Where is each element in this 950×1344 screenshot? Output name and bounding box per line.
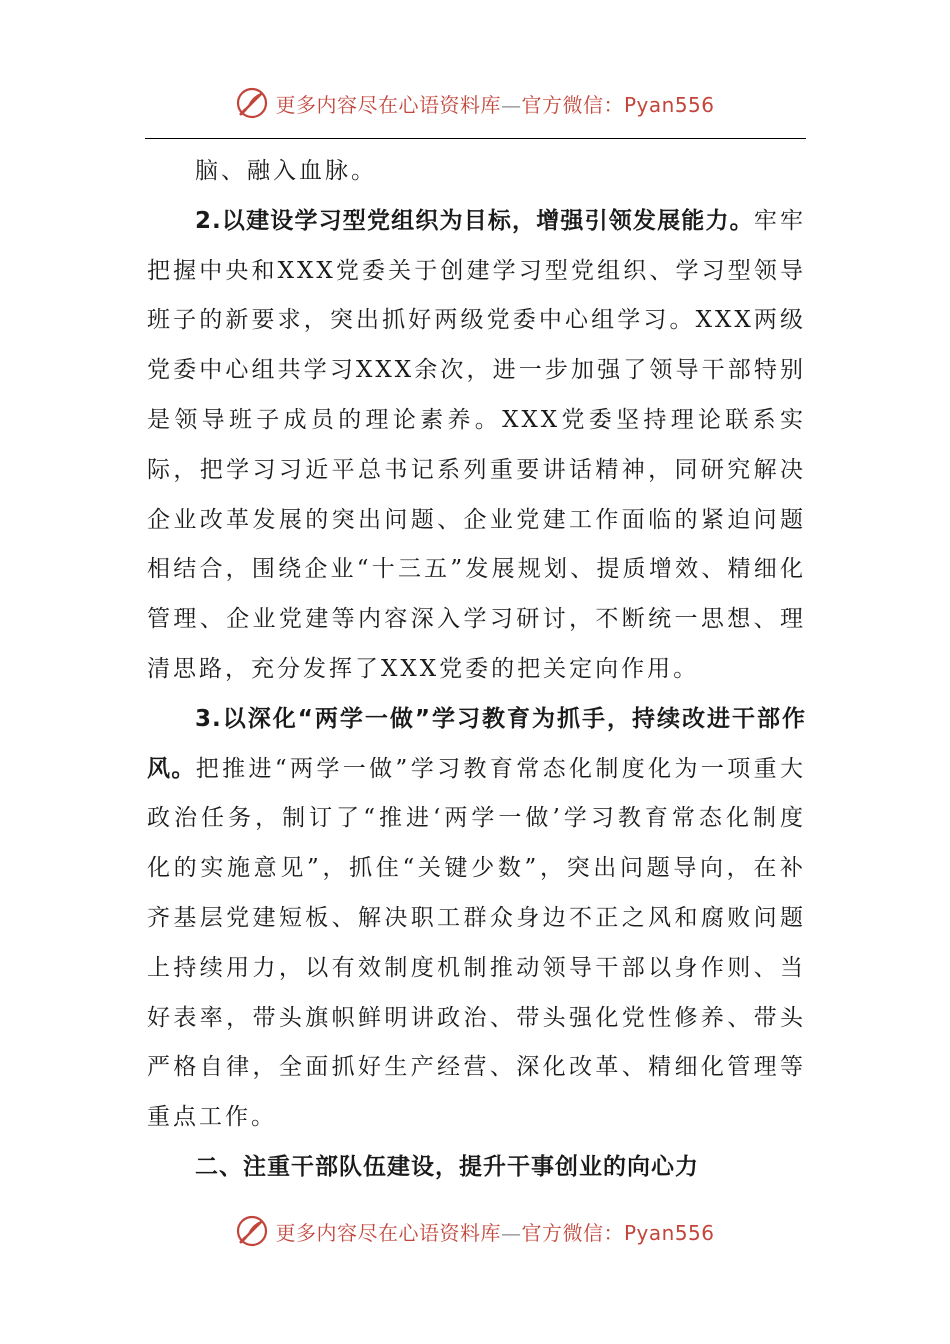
paragraph-continuation: 脑、融入血脉。	[195, 158, 377, 184]
header-watermark	[0, 81, 950, 125]
item-2-heading: 2.以建设学习型党组织为目标，增强引领发展能力。	[195, 207, 754, 234]
header-divider	[145, 138, 806, 139]
quill-logo-icon	[235, 86, 269, 120]
section-heading: 二、注重干部队伍建设，提升干事创业的向心力	[195, 1153, 699, 1180]
quill-logo-icon	[235, 1214, 269, 1248]
paragraph-item-2	[147, 197, 806, 695]
watermark-brand: 更多内容尽在心语资料库	[275, 1220, 501, 1245]
watermark-separator: —	[500, 92, 522, 117]
watermark-separator: —	[500, 1220, 522, 1245]
watermark-contact-id: Pyan556	[623, 92, 715, 117]
watermark-contact-label: 官方微信：	[521, 1220, 624, 1245]
item-3-body: 把推进“两学一做”学习教育常态化制度化为一项重大政治任务，制订了“推进‘两学一做’学习教育常态化制度化的实施意见”，抓住“关键少数”，突出问题导向，在补齐基层党建短板、解决职工群众身边不正之风和腐败问题上持续用力，以有效制度机制推动领导干部以身作则、当好表率，带头旗帜鲜明讲政治、带头强化党性修养、带头严格自律，全面抓好生产经营、深化改革、精细化管理等重点工作。	[147, 755, 806, 1131]
watermark-contact-label: 官方微信：	[521, 92, 624, 117]
paragraph-item-3	[147, 695, 806, 1143]
document-body	[147, 147, 806, 1193]
item-3-heading: 3.以深化“两学一做”学习教育为抓手，持续改进干部作风。	[147, 705, 806, 782]
watermark-contact-id: Pyan556	[623, 1220, 715, 1245]
footer-watermark	[0, 1209, 950, 1253]
item-2-body: 牢牢把握中央和XXX党委关于创建学习型党组织、学习型领导班子的新要求，突出抓好两级党委中心组学习。XXX两级党委中心组共学习XXX余次，进一步加强了领导干部特别是领导班子成员的理论素养。XXX党委坚持理论联系实际，把学习习近平总书记系列重要讲话精神，同研究解决企业改革发展的突出问题、企业党建工作面临的紧迫问题相结合，围绕企业“十三五”发展规划、提质增效、精细化管理、企业党建等内容深入学习研讨，不断统一思想、理清思路，充分发挥了XXX党委的把关定向作用。	[147, 207, 807, 682]
watermark-brand: 更多内容尽在心语资料库	[275, 92, 501, 117]
